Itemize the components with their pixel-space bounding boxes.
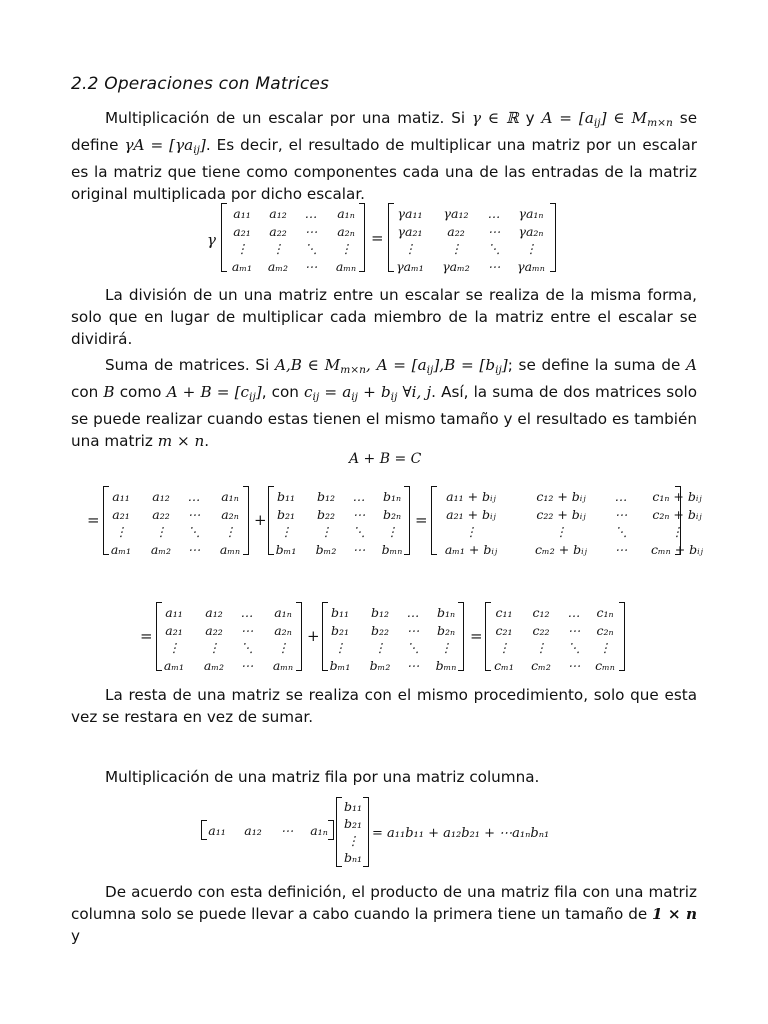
matrix-entry: a₂₂	[205, 622, 223, 638]
matrix-A	[156, 602, 302, 672]
matrix-entry: ⋮	[534, 640, 548, 655]
paragraph-scalar-division	[71, 284, 697, 350]
matrix-entry: …	[352, 489, 366, 504]
math-inline: m × n	[157, 432, 205, 450]
matrix-entry: ⋯	[352, 541, 366, 557]
row-matrix	[201, 820, 334, 842]
matrix-entry: ⋯	[240, 622, 254, 638]
text: con	[71, 383, 99, 401]
matrix-entry: aₘ₁ + bᵢⱼ	[444, 541, 498, 557]
matrix-entry: aₘₙ	[219, 541, 241, 557]
equals-sign: =	[371, 229, 384, 247]
text: Multiplicación de una matriz fila por una matriz columna.	[105, 768, 540, 786]
matrix-entry: …	[187, 489, 201, 504]
text: La división de un una matriz entre un escalar se realiza de la misma forma, solo que en lugar de multiplicar cada miembro de la matriz entre el escalar se dividirá.	[71, 286, 697, 348]
bracket-right	[619, 602, 625, 671]
row-product-result: = a₁₁b₁₁ + a₁₂b₂₁ + ⋯a₁ₙbₙ₁	[372, 826, 550, 841]
matrix-entry: …	[567, 605, 581, 620]
matrix-entry: a₂₂	[152, 506, 170, 522]
math-inline: $c_{ij} = a_{ij} + b_{ij}$ ∀i, j	[304, 383, 432, 403]
equals-sign: =	[87, 511, 100, 529]
matrix-entry: bₘ₂	[369, 657, 391, 673]
matrix-entry: ⋮	[439, 640, 453, 655]
matrix-entry: b₁₁	[330, 605, 350, 620]
matrix-entry: ⋯	[406, 657, 420, 673]
matrix-entry: ⋯	[187, 506, 201, 522]
matrix-entry: b₂ₙ	[436, 622, 456, 638]
matrix-C	[485, 602, 625, 672]
bracket-left	[156, 602, 162, 671]
paragraph-row-column	[71, 766, 697, 788]
matrix-entry: c₂ₙ	[596, 622, 614, 638]
matrix-entry: γa₂ₙ	[518, 223, 544, 239]
math-inline: A	[686, 356, 698, 374]
matrix-entry: b₂₂	[316, 506, 336, 522]
matrix-entry: γa₁ₙ	[518, 206, 544, 221]
matrix-entry: γaₘ₁	[396, 258, 424, 274]
matrix-entry: bₘ₂	[315, 541, 337, 557]
matrix-entry: ⋮	[403, 241, 417, 256]
bracket-right	[458, 602, 464, 671]
matrix-entry: ⋮	[235, 241, 249, 256]
section-heading: 2.2 Operaciones con Matrices	[71, 74, 330, 94]
math-inline: A,B ∈ $M_{m\times n}$, $A = [a_{ij}],B = [b_{ij}]$	[275, 356, 508, 376]
matrix-entry: ⋱	[567, 640, 581, 655]
matrix-entry: a₁₁	[112, 489, 130, 504]
matrix-B	[268, 486, 410, 556]
matrix-entry: bₘₙ	[435, 657, 457, 673]
matrix-B	[322, 602, 464, 672]
matrix-entry: …	[406, 605, 420, 620]
matrix-entry: ⋯	[280, 823, 294, 838]
bracket-left	[336, 797, 342, 867]
matrix-entry: ⋯	[304, 258, 318, 274]
matrix-sum	[431, 486, 703, 557]
matrix-entry: ⋮	[524, 241, 538, 256]
matrix-entry: b₁ₙ	[382, 489, 402, 504]
matrix-entry: a₂ₙ	[221, 506, 239, 522]
matrix-entry: ⋮	[114, 524, 128, 539]
paragraph-matrix-sum: Suma de matrices. Si A,B ∈ $M_{m\times n}$, $A = [a_{ij}],B = [b_{ij}]$; se define la suma de A con B como $A + B = [c_{ij}]$, con $c_{ij} = a_{ij} + b_{ij}$ ∀i, j. Así, la suma de dos matrices solo se puede realizar cuando estas tienen el mismo tamaño y el resultado es también una matriz m × n.	[71, 356, 698, 450]
bracket-left	[485, 602, 491, 671]
matrix-entry: b₁₁	[276, 489, 296, 504]
matrix-entry: ⋮	[319, 524, 333, 539]
matrix-entry: aₘ₁	[110, 541, 132, 557]
matrix-entry: ⋮	[670, 524, 684, 539]
matrix-entry: γaₘₙ	[517, 258, 545, 274]
text: La resta de una matriz se realiza con el mismo procedimiento, solo que esta vez se restara en vez de sumar.	[71, 686, 697, 726]
matrix-entry: c₁₂ + bᵢⱼ	[536, 489, 586, 504]
matrix-entry: ⋯	[487, 258, 501, 274]
matrix-entry: γa₂₁	[397, 223, 423, 239]
matrix-entry: ⋯	[304, 223, 318, 239]
matrix-entry: cₘ₂	[531, 657, 551, 673]
column-matrix	[336, 797, 369, 869]
bracket-left	[268, 486, 274, 555]
matrix-entry: γa₁₂	[443, 206, 469, 221]
bracket-right	[359, 203, 365, 272]
text: . Es decir, el resultado de multiplicar una matriz por un escalar	[205, 136, 697, 154]
matrix-entry: b₂₁	[343, 816, 363, 831]
matrix-entry: a₁₁	[165, 605, 183, 620]
bracket-right	[243, 486, 249, 555]
matrix-entry: …	[304, 206, 318, 221]
bracket-left	[431, 486, 437, 555]
matrix-entry: ⋱	[240, 640, 254, 655]
matrix-entry: c₁₁	[495, 605, 513, 620]
matrix-entry: aₘ₂	[203, 657, 225, 673]
math-inline: $A + B = [c_{ij}]$	[166, 383, 262, 403]
matrix-entry: ⋮	[271, 241, 285, 256]
matrix-entry: a₁₁ + bᵢⱼ	[446, 489, 496, 504]
matrix-entry: ⋮	[279, 524, 293, 539]
plus-sign: +	[254, 511, 267, 529]
matrix-entry: ⋯	[406, 622, 420, 638]
matrix-entry: a₁₁	[233, 206, 251, 221]
equation-A-plus-B-eq-C: A + B = C	[349, 451, 422, 467]
matrix-entry: a₂₂	[447, 223, 465, 239]
equals-sign: =	[415, 511, 428, 529]
matrix-entry: a₂₂	[269, 223, 287, 239]
matrix-entry: ⋮	[497, 640, 511, 655]
matrix-entry: cₘ₂ + bᵢⱼ	[535, 541, 587, 557]
equals-sign: =	[470, 627, 483, 645]
math-inline: $\gamma A = [\gamma a_{ij}]$	[124, 136, 206, 156]
text: Multiplicación de un escalar por una matiz. Si	[105, 109, 466, 127]
matrix-entry: bₙ₁	[343, 850, 363, 865]
matrix-entry: a₁ₙ	[221, 489, 239, 504]
matrix-entry: bₘ₁	[329, 657, 351, 673]
matrix-entry: ⋮	[464, 524, 478, 539]
bracket-right	[296, 602, 302, 671]
matrix-entry: aₘ₂	[150, 541, 172, 557]
matrix-entry: aₘ₁	[231, 258, 253, 274]
matrix-entry: ⋱	[304, 241, 318, 256]
matrix-entry: cₘₙ + bᵢⱼ	[651, 541, 703, 557]
matrix-entry: γa₁₁	[397, 206, 423, 221]
matrix-entry: b₁₂	[316, 489, 336, 504]
matrix-entry: ⋯	[487, 223, 501, 239]
matrix-entry: cₘₙ	[595, 657, 615, 673]
matrix-gammaA	[388, 203, 556, 273]
matrix-A	[221, 203, 365, 273]
matrix-entry: c₂₂ + bᵢⱼ	[536, 506, 586, 522]
paragraph-matrix-subtraction	[71, 684, 697, 728]
bracket-right	[328, 820, 334, 840]
matrix-entry: a₂₁ + bᵢⱼ	[446, 506, 496, 522]
matrix-entry: ⋮	[385, 524, 399, 539]
matrix-entry: c₁ₙ + bᵢⱼ	[652, 489, 702, 504]
matrix-entry: a₂ₙ	[274, 622, 292, 638]
matrix-entry: c₁ₙ	[596, 605, 614, 620]
equals-sign: =	[140, 627, 153, 645]
matrix-entry: ⋯	[352, 506, 366, 522]
matrix-entry: ⋮	[339, 241, 353, 256]
bracket-left	[103, 486, 109, 555]
text: define	[71, 136, 119, 154]
text: ; se define la suma de	[507, 356, 681, 374]
matrix-entry: ⋮	[167, 640, 181, 655]
matrix-entry: aₘ₂	[267, 258, 289, 274]
matrix-entry: ⋯	[614, 541, 628, 557]
math-inline: 1 × n	[652, 905, 697, 923]
bracket-right	[550, 203, 556, 272]
matrix-entry: …	[614, 489, 628, 504]
matrix-entry: b₂₁	[330, 622, 350, 638]
matrix-entry: a₁ₙ	[337, 206, 355, 221]
matrix-entry: …	[487, 206, 501, 221]
math-inline: γ ∈ ℝ	[471, 109, 519, 127]
matrix-entry: a₂₁	[112, 506, 130, 522]
matrix-entry: ⋮	[223, 524, 237, 539]
matrix-entry: ⋮	[373, 640, 387, 655]
matrix-entry: bₘₙ	[381, 541, 403, 557]
matrix-entry: γaₘ₂	[442, 258, 470, 274]
gamma-symbol: γ	[207, 231, 216, 249]
matrix-entry: ⋮	[333, 640, 347, 655]
matrix-entry: ⋮	[276, 640, 290, 655]
matrix-entry: ⋯	[187, 541, 201, 557]
matrix-entry: a₂₁	[233, 223, 251, 239]
matrix-entry: ⋯	[614, 506, 628, 522]
text: De acuerdo con esta definición, el producto de una matriz fila con una matriz columna solo se puede llevar a cabo cuando la primera tiene un tamaño de	[71, 883, 697, 923]
matrix-entry: a₁₂	[244, 823, 262, 838]
bracket-right	[404, 486, 410, 555]
matrix-entry: cₘ₁	[494, 657, 514, 673]
matrix-entry: c₂₁	[495, 622, 513, 638]
text: . Así, la suma de dos matrices solo se puede realizar cuando estas tienen el mismo tamaño y el resultado es también una matriz	[71, 383, 698, 450]
matrix-entry: b₁₂	[370, 605, 390, 620]
matrix-entry: a₁₂	[269, 206, 287, 221]
matrix-entry: ⋱	[187, 524, 201, 539]
text: Suma de matrices. Si	[105, 356, 270, 374]
bracket-left	[221, 203, 227, 272]
matrix-entry: a₁ₙ	[310, 823, 328, 838]
paragraph-scalar-multiplication	[71, 107, 697, 205]
matrix-entry: ⋮	[554, 524, 568, 539]
matrix-entry: aₘₙ	[335, 258, 357, 274]
matrix-entry: ⋯	[567, 657, 581, 673]
matrix-entry: c₂ₙ + bᵢⱼ	[652, 506, 702, 522]
bracket-right	[363, 797, 369, 867]
matrix-entry: ⋯	[240, 657, 254, 673]
math-inline: $A = [a_{ij}]$ ∈ $M_{m\times n}$	[541, 109, 673, 129]
matrix-entry: ⋮	[449, 241, 463, 256]
matrix-entry: aₘₙ	[272, 657, 294, 673]
matrix-entry: b₁₁	[343, 799, 363, 814]
matrix-entry: ⋱	[406, 640, 420, 655]
matrix-entry: b₂ₙ	[382, 506, 402, 522]
matrix-entry: c₁₂	[532, 605, 550, 620]
text: original multiplicada por dicho escalar.	[71, 185, 365, 203]
math-inline: B	[103, 383, 115, 401]
matrix-entry: aₘ₁	[163, 657, 185, 673]
matrix-entry: b₂₂	[370, 622, 390, 638]
text: y	[525, 109, 535, 127]
text: y	[71, 927, 80, 945]
matrix-entry: a₁₂	[205, 605, 223, 620]
plus-sign: +	[307, 627, 320, 645]
bracket-left	[201, 820, 207, 840]
matrix-entry: ⋮	[154, 524, 168, 539]
matrix-entry: ⋯	[567, 622, 581, 638]
matrix-entry: ⋱	[352, 524, 366, 539]
text: se	[679, 109, 698, 127]
matrix-entry: ⋮	[598, 640, 612, 655]
matrix-entry: bₘ₁	[275, 541, 297, 557]
matrix-entry: a₁₂	[152, 489, 170, 504]
matrix-A	[103, 486, 249, 556]
text: es la matriz que tiene como componentes cada una de las entradas de la matriz	[71, 163, 697, 181]
text: como	[119, 383, 162, 401]
matrix-entry: …	[240, 605, 254, 620]
matrix-entry: b₁ₙ	[436, 605, 456, 620]
matrix-entry: a₂ₙ	[337, 223, 355, 239]
text: , con	[261, 383, 299, 401]
matrix-entry: ⋱	[487, 241, 501, 256]
matrix-entry: a₁₁	[208, 823, 226, 838]
matrix-entry: a₂₁	[165, 622, 183, 638]
matrix-entry: ⋱	[614, 524, 628, 539]
bracket-left	[388, 203, 394, 272]
paragraph-definition-consequence	[71, 881, 697, 947]
matrix-entry: ⋮	[207, 640, 221, 655]
matrix-entry: ⋮	[346, 833, 360, 848]
matrix-entry: a₁ₙ	[274, 605, 292, 620]
matrix-entry: b₂₁	[276, 506, 296, 522]
matrix-entry: c₂₂	[532, 622, 550, 638]
bracket-left	[322, 602, 328, 671]
